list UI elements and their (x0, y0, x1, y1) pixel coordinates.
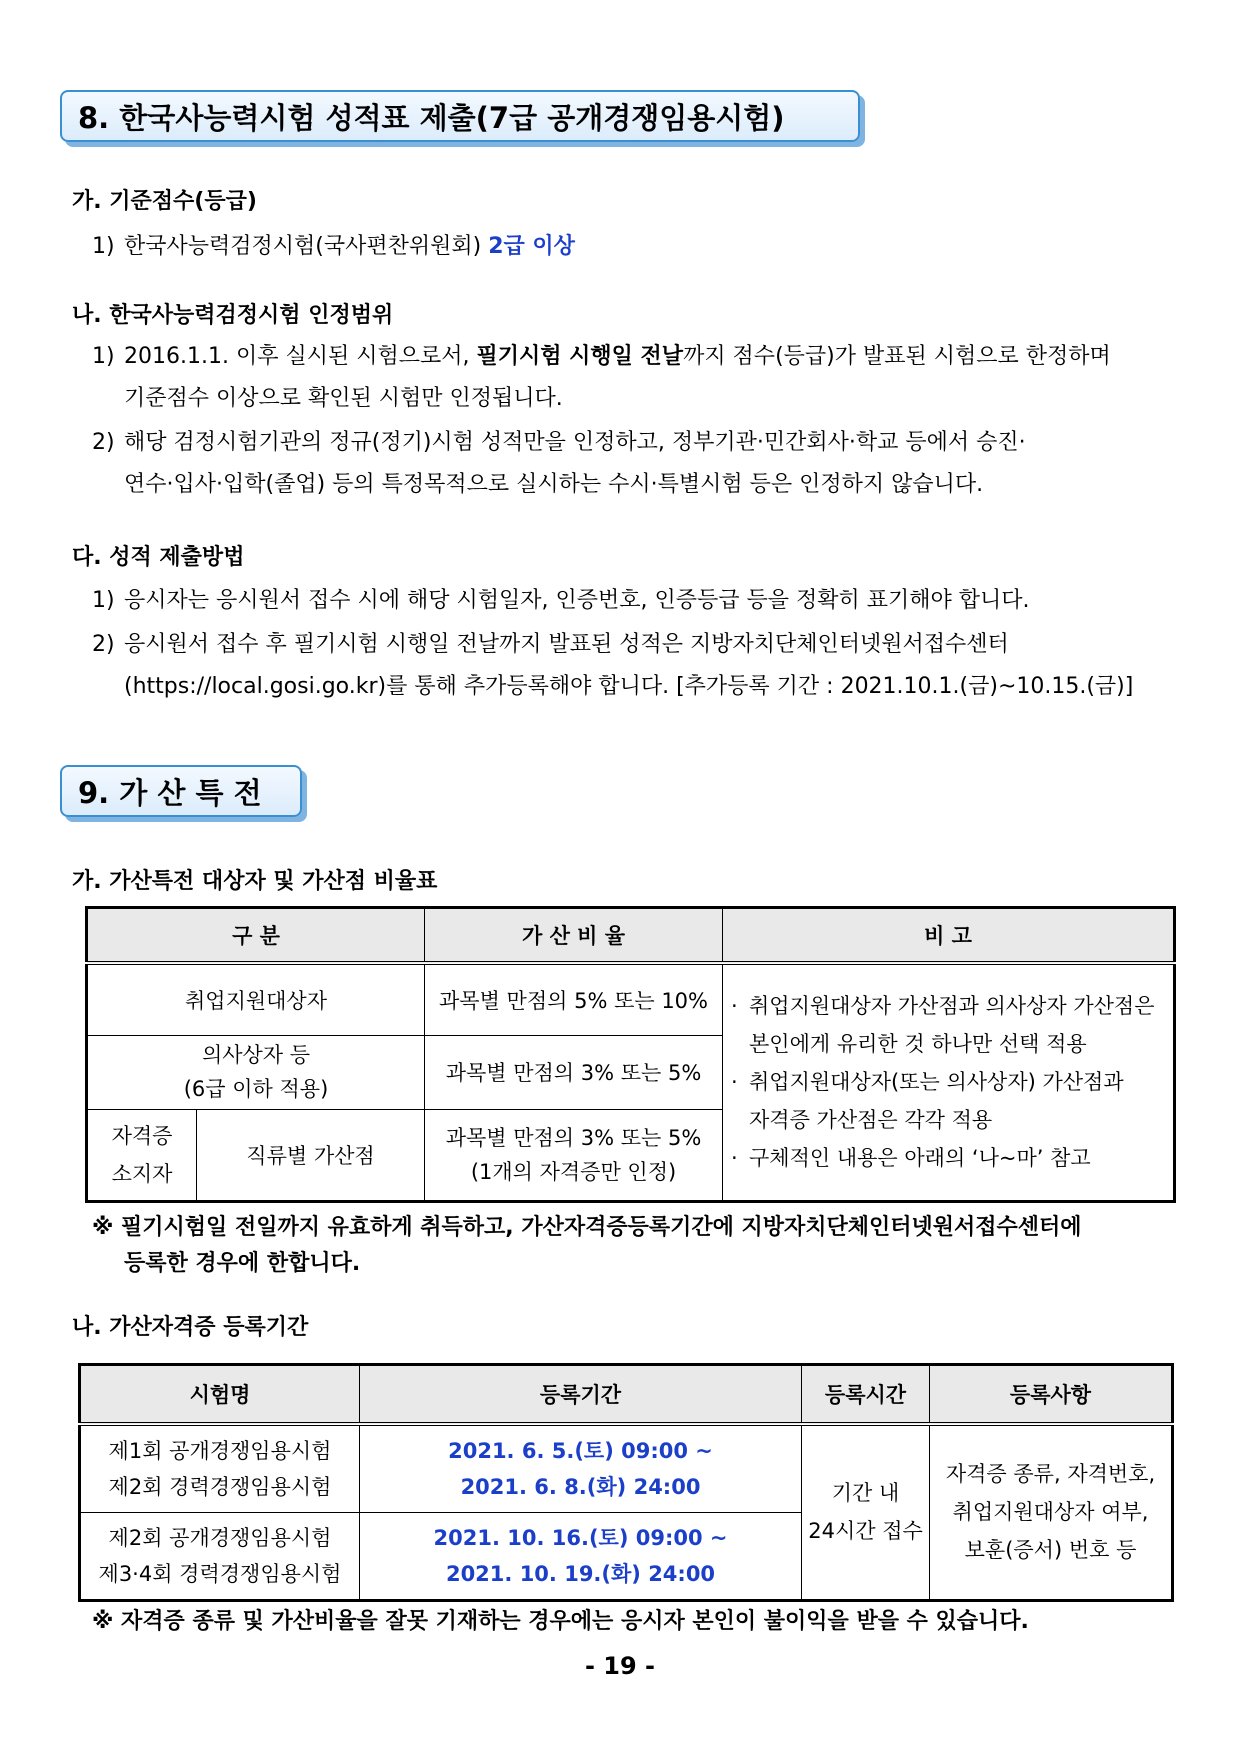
registration-time: 기간 내 24시간 접수 (802, 1424, 930, 1600)
bonus-footnote: ※ 필기시험일 전일까지 유효하게 취득하고, 가산자격증등록기간에 지방자치단체인터넷원서접수센터에 등록한 경우에 한합니다. (92, 1215, 1082, 1276)
standard-score-exam: 한국사능력검정시험(국사편찬위원회) (124, 234, 482, 259)
section-8b-heading: 나. 한국사능력검정시험 인정범위 (72, 303, 394, 328)
recognition-text-pre: 2016.1.1. 이후 실시된 시험으로서, (124, 344, 470, 369)
submission-item-2-line2: (https://local.gosi.go.kr)를 통해 추가등록해야 합니다. [추가등록 기간 : 2021.10.1.(금)~10.15.(금)] (124, 674, 1134, 699)
registration-footnote: ※ 자격증 종류 및 가산비율을 잘못 기재하는 경우에는 응시자 본인이 불이익을 받을 수 있습니다. (92, 1609, 1029, 1634)
section-9b-heading: 나. 가산자격증 등록기간 (72, 1315, 309, 1340)
item-number: 1) (92, 344, 115, 369)
row-2-exam: 제2회 공개경쟁임용시험 제3·4회 경력경쟁임용시험 (80, 1512, 360, 1600)
header-category: 구 분 (87, 908, 425, 964)
recognition-range-item-1-line2: 기준점수 이상으로 확인된 시험만 인정됩니다. (124, 386, 563, 411)
recognition-range-item-2-line2: 연수·입사·입학(졸업) 등의 특정목적으로 실시하는 수시·특별시험 등은 인정하지 않습니다. (124, 472, 984, 497)
item-number: 1) (92, 234, 115, 259)
remark-1-cont: 본인에게 유리한 것 하나만 선택 적용 (749, 1032, 1087, 1057)
page-number: - 19 - (584, 1652, 656, 1680)
section-9-title: 9. 가 산 특 전 (60, 765, 302, 817)
row-2-period: 2021. 10. 16.(토) 09:00 ~ 2021. 10. 19.(화) 24:00 (360, 1512, 802, 1600)
section-8c-heading: 다. 성적 제출방법 (72, 545, 245, 570)
row-1-exam: 제1회 공개경쟁임용시험 제2회 경력경쟁임용시험 (80, 1424, 360, 1512)
submission-item-2-line1: 응시원서 접수 후 필기시험 시행일 전날까지 발표된 성적은 지방자치단체인터넷원서접수센터 (124, 632, 1009, 657)
row-1-period: 2021. 6. 5.(토) 09:00 ~ 2021. 6. 8.(화) 24:00 (360, 1424, 802, 1512)
registration-period-table (78, 1363, 1174, 1602)
recognition-text-post: 까지 점수(등급)가 발표된 시험으로 한정하며 (683, 344, 1111, 369)
header-rate: 가 산 비 율 (425, 908, 723, 964)
row-certificate-label: 자격증 소지자 (87, 1109, 197, 1201)
item-number: 1) (92, 588, 115, 613)
row-employment-support-label: 취업지원대상자 (87, 963, 425, 1035)
section-8-title: 8. 한국사능력시험 성적표 제출(7급 공개경쟁임용시험) (60, 90, 860, 142)
row-casualty-label: 의사상자 등 (6급 이하 적용) (87, 1035, 425, 1109)
registration-items: 자격증 종류, 자격번호, 취업지원대상자 여부, 보훈(증서) 번호 등 (930, 1424, 1173, 1600)
recognition-range-item-2-line1: 해당 검정시험기관의 정규(정기)시험 성적만을 인정하고, 정부기관·민간회사·학교 등에서 승진· (124, 430, 1026, 455)
recognition-text-bold: 필기시험 시행일 전날 (476, 344, 684, 369)
header-items: 등록사항 (930, 1365, 1173, 1425)
item-number: 2) (92, 632, 115, 657)
submission-item-1: 응시자는 응시원서 접수 시에 해당 시험일자, 인증번호, 인증등급 등을 정확히 표기해야 합니다. (124, 588, 1030, 613)
row-casualty-rate: 과목별 만점의 3% 또는 5% (425, 1035, 723, 1109)
row-certificate-rate: 과목별 만점의 3% 또는 5% (1개의 자격증만 인정) (425, 1109, 723, 1201)
remark-3: · 구체적인 내용은 아래의 ‘나~마’ 참고 (731, 1146, 1091, 1171)
item-number: 2) (92, 430, 115, 455)
bonus-rate-table (85, 906, 1176, 1203)
row-employment-support-rate: 과목별 만점의 5% 또는 10% (425, 963, 723, 1035)
header-exam-name: 시험명 (80, 1365, 360, 1425)
remarks-cell (723, 963, 1175, 1201)
standard-score-text (124, 226, 575, 268)
standard-score-grade: 2급 이상 (488, 234, 575, 259)
header-period: 등록기간 (360, 1365, 802, 1425)
recognition-range-item-1 (124, 336, 1111, 378)
row-certificate-sublabel: 직류별 가산점 (197, 1109, 425, 1201)
remark-1: · 취업지원대상자 가산점과 의사상자 가산점은 (731, 994, 1155, 1019)
header-remarks: 비 고 (723, 908, 1175, 964)
section-9a-heading: 가. 가산특전 대상자 및 가산점 비율표 (72, 869, 438, 894)
section-8a-heading: 가. 기준점수(등급) (72, 189, 257, 214)
remark-2-cont: 자격증 가산점은 각각 적용 (749, 1108, 993, 1133)
remark-2: · 취업지원대상자(또는 의사상자) 가산점과 (731, 1070, 1124, 1095)
header-time: 등록시간 (802, 1365, 930, 1425)
